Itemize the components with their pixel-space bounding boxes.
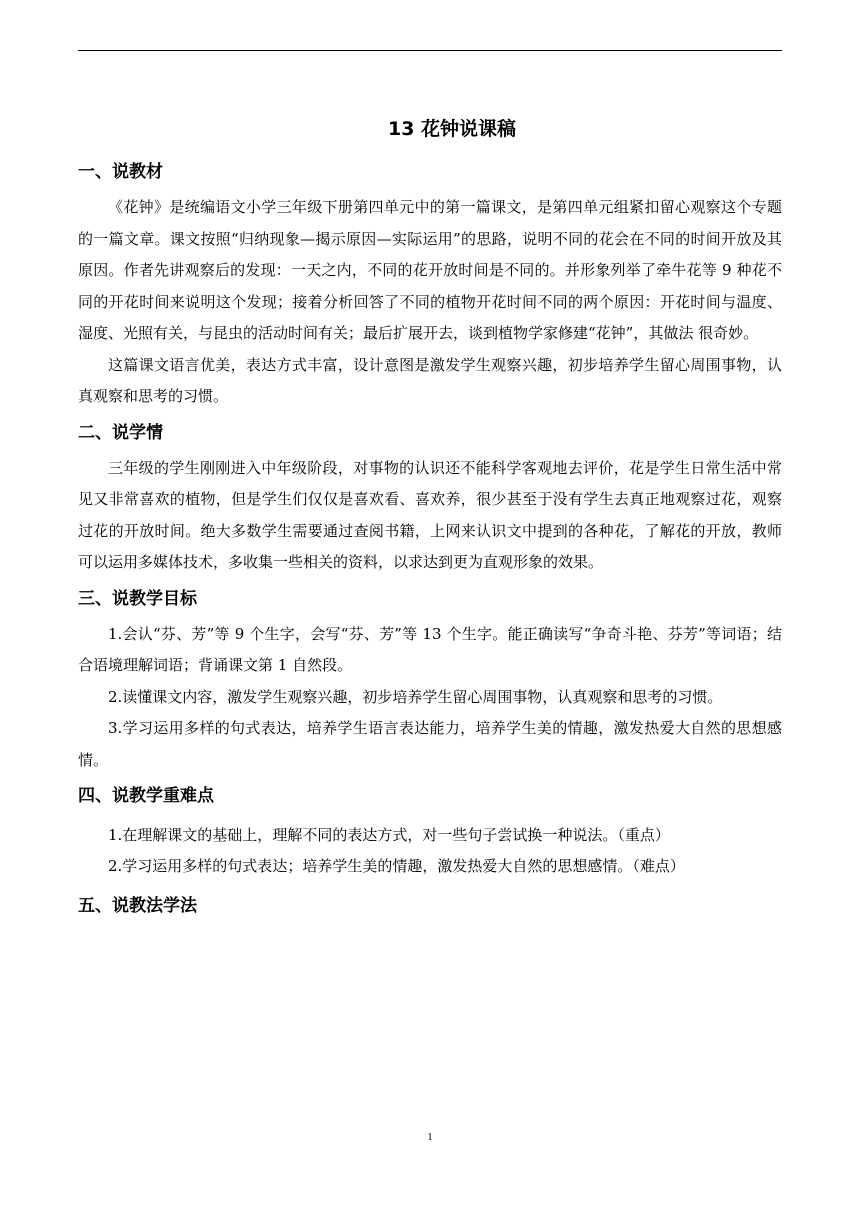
section-methods [78, 892, 782, 920]
objective-item: 1.会认“芬、芳”等 9 个生字，会写“芬、芳”等 13 个生字。能正确读写“争奇斗艳、芬芳”等词语；结合语境理解词语；背诵课文第 1 自然段。 [78, 624, 782, 674]
section-heading: 五、说教法学法 [78, 896, 197, 916]
section-key-points [78, 782, 782, 882]
document-body [78, 158, 782, 926]
document-title: 13 花钟说课稿 [387, 118, 517, 140]
paragraph: 三年级的学生刚刚进入中年级阶段，对事物的认识还不能科学客观地去评价，花是学生日常生活中常见又非常喜欢的植物，但是学生们仅仅是喜欢看、喜欢养，很少甚至于没有学生去真正地观察过花，观察过花的开放时间。绝大多数学生需要通过查阅书籍，上网来认识文中提到的各种花，了解花的开放，教师可以运用多媒体技术，多收集一些相关的资料，以求达到更为直观形象的效果。 [78, 458, 782, 571]
objective-item: 3.学习运用多样的句式表达，培养学生语言表达能力，培养学生美的情趣，激发热爱大自然的思想感情。 [78, 719, 782, 769]
objective-item: 2.读懂课文内容，激发学生观察兴趣，初步培养学生留心周围事物，认真观察和思考的习惯。 [108, 687, 723, 706]
section-heading: 二、说学情 [78, 422, 163, 443]
section-heading: 一、说教材 [78, 162, 163, 182]
paragraph: 这篇课文语言优美，表达方式丰富，设计意图是激发学生观察兴趣，初步培养学生留心周围事物，认真观察和思考的习惯。 [78, 355, 782, 405]
section-objectives [78, 585, 782, 777]
section-learners [78, 419, 782, 579]
header-rule [78, 50, 782, 51]
section-heading: 四、说教学重难点 [78, 786, 214, 806]
page-number: 1 [427, 1131, 433, 1143]
section-textbook [78, 158, 782, 413]
paragraph: 《花钟》是统编语文小学三年级下册第四单元中的第一篇课文，是第四单元组紧扣留心观察这个专题的一篇文章。课文按照“归纳现象—揭示原因—实际运用”的思路，说明不同的花会在不同的时间开放及其原因。作者先讲观察后的发现：一天之内，不同的花开放时间是不同的。并形象列举了牵牛花等 9 种花不同的开花时间来说明这个发现；接着分析回答了不同的植物开花时间不同的两个原因：开花时间与温度、湿度、光照有关，与昆虫的活动时间有关；最后扩展开去，谈到植物学家修建“花钟”，其做法 很奇妙。 [78, 198, 782, 342]
key-point-item: 2.学习运用多样的句式表达；培养学生美的情趣，激发热爱大自然的思想感情。（难点） [108, 857, 685, 875]
key-point-item: 1.在理解课文的基础上，理解不同的表达方式，对一些句子尝试换一种说法。（重点） [108, 826, 670, 844]
section-heading: 三、说教学目标 [78, 588, 197, 609]
